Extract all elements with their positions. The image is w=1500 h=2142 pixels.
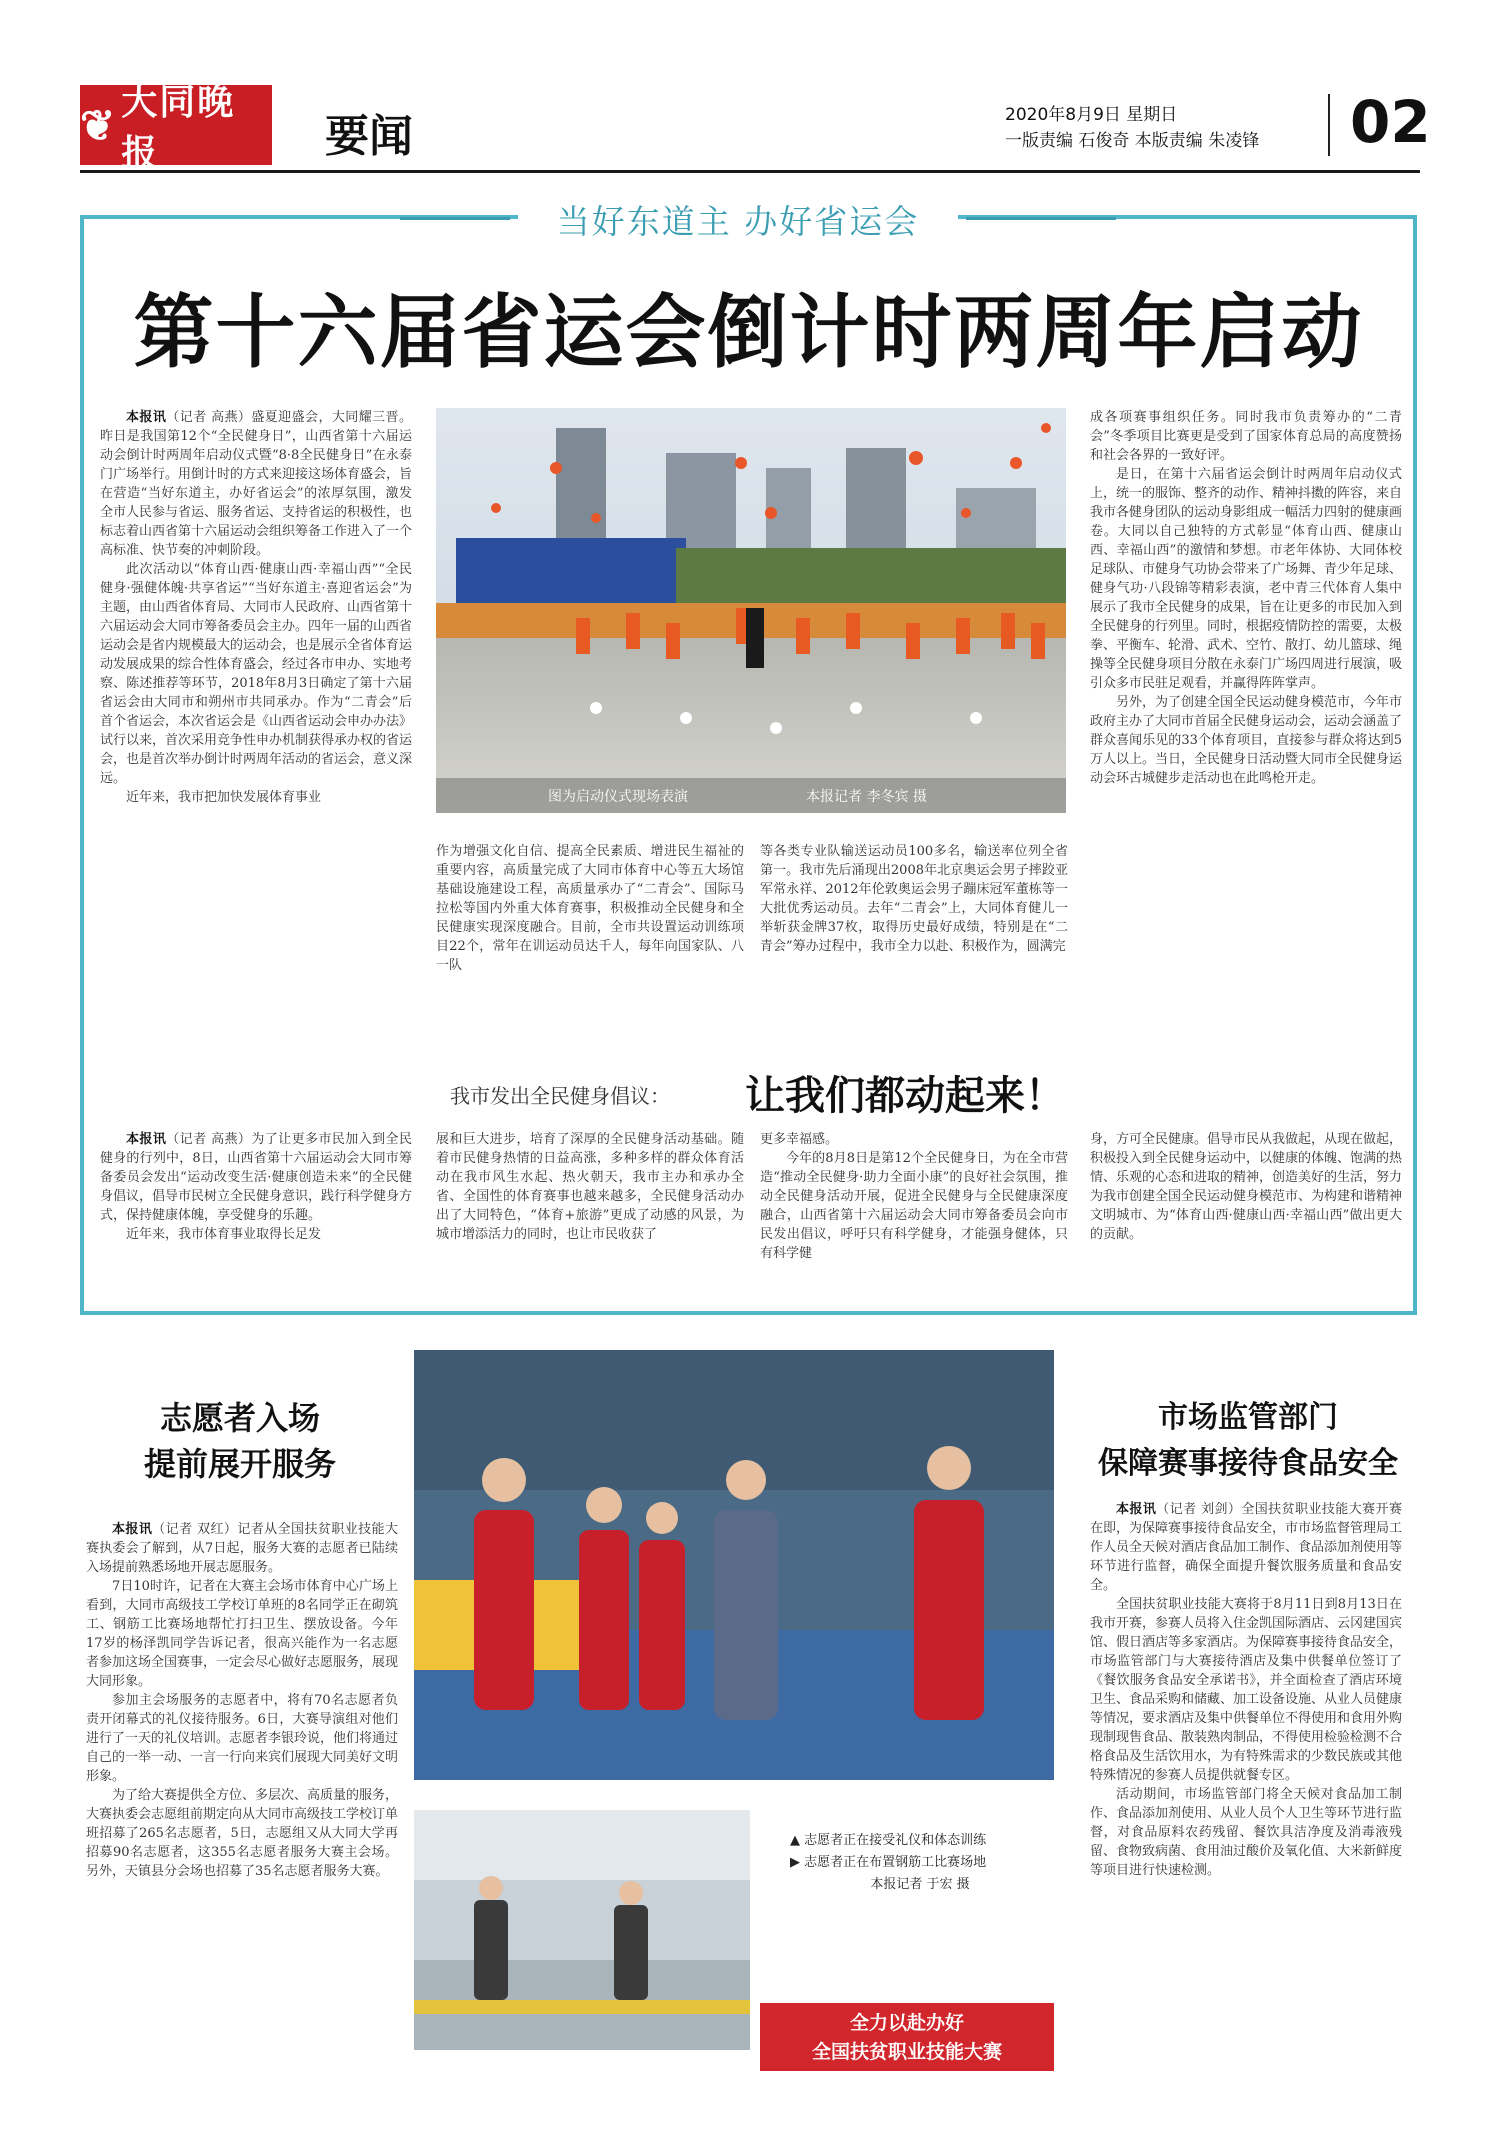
byline: 本报讯: [126, 1132, 167, 1147]
feature-column-4: [1090, 408, 1402, 1020]
masthead: [80, 81, 1431, 174]
feature-headline: 第十六届省运会倒计时两周年启动: [133, 286, 1364, 379]
paragraph: 近年来，我市把加快发展体育事业: [126, 790, 322, 805]
photo-caption: ▶ 志愿者正在布置钢筋工比赛场地: [790, 1855, 987, 1870]
logo-text: 大同晚报: [121, 81, 236, 174]
campaign-banner: [760, 2003, 1054, 2071]
paragraph: 更多幸福感。: [760, 1132, 839, 1147]
reporter: （记者 刘剑）: [1156, 1502, 1242, 1517]
photo-captions: [790, 1830, 1050, 1896]
byline: 本报讯: [126, 410, 167, 425]
paragraph: 参加主会场服务的志愿者中，将有70名志愿者负责开闭幕式的礼仪接待服务。6日，大赛导演组对他们进行了一天的礼仪培训。志愿者李银玲说，他们将通过自己的一举一动、一言一行向来宾们展现大同美好文明形象。: [86, 1693, 398, 1784]
editor-credits: 一版责编 石俊奇 本版责编 朱凌锋: [1005, 131, 1260, 151]
paragraph: 身，方可全民健康。倡导市民从我做起，从现在做起，积极投入到全民健身运动中，以健康的体魄、饱满的热情、乐观的心态和进取的精神，创造美好的生活，努力为我市创建全国全民运动健身模范市、为构建和谐精神文明城市、为“体育山西·健康山西·幸福山西”做出更大的贡献。: [1090, 1132, 1402, 1242]
volunteers-headline: [90, 1395, 390, 1487]
headline-line: 保障赛事接待食品安全: [1098, 1446, 1398, 1481]
headline-line: 提前展开服务: [143, 1445, 336, 1483]
photo-credit: 本报记者 李冬宾 摄: [806, 789, 927, 805]
initiative-kicker: 我市发出全民健身倡议：: [450, 1084, 670, 1108]
ceremony-photo: [436, 408, 1066, 813]
initiative-column-1: [100, 1130, 412, 1300]
market-headline: [1078, 1395, 1418, 1487]
feature-column-1: [100, 408, 412, 1020]
paragraph: 7日10时许，记者在大赛主会场市体育中心广场上看到，大同市高级技工学校订单班的8名同学正在砌筑工、钢筋工比赛场地帮忙打扫卫生、摆放设备。今年17岁的杨泽凯同学告诉记者，很高兴能作为一名志愿者参加这场全国赛事，一定会尽心做好志愿服务，展现大同形象。: [86, 1579, 398, 1689]
paragraph: 此次活动以“体育山西·健康山西·幸福山西”“全民健身·强健体魄·共享省运”“当好东道主·喜迎省运会”为主题，由山西省体育局、大同市人民政府、山西省第十六届运动会大同市筹备委员会主办。四年一届的山西省运动会是省内规模最大的运动会，也是展示全省体育运动发展成果的综合性体育盛会，经过各市申办、实地考察、陈述推荐等环节，2018年8月3日确定了第十六届省运会由大同市和朔州市共同承办。作为“二青会”后首个省运会，本次省运会是《山西省运动会申办办法》试行以来，首次采用竞争性申办机制获得承办权的省运会，也是首次举办倒计时两周年活动的省运会，意义深远。: [100, 562, 412, 786]
paragraph: 全国扶贫职业技能大赛开赛在即，为保障赛事接待食品安全，市市场监督管理局工作人员全天候对酒店食品加工制作、食品添加剂使用等环节进行监督，确保全面提升餐饮服务质量和食品安全。: [1090, 1502, 1402, 1593]
paragraph: 展和巨大进步，培育了深厚的全民健身活动基础。随着市民健身热情的日益高涨，多种多样的群众体育活动在我市风生水起、热火朝天，我市主办和承办全省、全国性的体育赛事也越来越多，全民健身活动办出了大同特色，“体育+旅游”更成了动感的风景，为城市增添活力的同时，也让市民收获了: [436, 1132, 744, 1242]
headline-line: 市场监管部门: [1158, 1400, 1338, 1435]
photo-credit: 本报记者 于宏 摄: [870, 1877, 970, 1892]
paragraph: 近年来，我市体育事业取得长足发: [126, 1227, 322, 1242]
byline: 本报讯: [1116, 1502, 1157, 1517]
feature-column-3: [760, 842, 1068, 1017]
headline-line: 志愿者入场: [159, 1399, 320, 1437]
volunteer-training-photo: [414, 1350, 1054, 1780]
newspaper-logo: [80, 81, 272, 174]
kicker-rule-right: [966, 217, 1116, 220]
paragraph: 为了给大赛提供全方位、多层次、高质量的服务，大赛执委会志愿组前期定向从大同市高级技工学校订单班招募了265名志愿者，5日，志愿组又从大同大学再招募90名志愿者，这355名志愿者服务大赛主会场。另外，天镇县分会场也招募了35名志愿者服务大赛。: [86, 1788, 398, 1879]
banner-line: 全国扶贫职业技能大赛: [811, 2041, 1002, 2063]
byline: 本报讯: [112, 1522, 153, 1537]
paragraph: 为了让更多市民加入到全民健身的行列中，8日，山西省第十六届运动会大同市筹备委员会发出“运动改变生活·健康创造未来”的全民健身倡议，倡导市民树立全民健身意识，践行科学健身方式，保持健康体魄，享受健身的乐趣。: [100, 1132, 412, 1223]
paragraph: 盛夏迎盛会，大同耀三晋。昨日是我国第12个“全民健身日”，山西省第十六届运动会倒计时两周年启动仪式暨“8·8全民健身日”在永泰门广场举行。用倒计时的方式来迎接这场体育盛会，旨在营造“当好东道主，办好省运会”的浓厚氛围，激发全市人民参与省运、服务省运、支持省运的积极性，也标志着山西省第十六届运动会组织筹备工作进入了一个高标准、快节奏的冲刺阶段。: [100, 410, 412, 558]
market-article: [1090, 1500, 1402, 2100]
ceremony-photo-image: [436, 408, 1066, 813]
issue-date: 2020年8月9日 星期日: [1005, 105, 1178, 125]
volunteers-article: [86, 1520, 398, 2080]
photo-caption: ▲ 志愿者正在接受礼仪和体态训练: [790, 1833, 987, 1848]
paragraph: 全国扶贫职业技能大赛将于8月11日到8月13日在我市开赛，参赛人员将入住金凯国际酒店、云冈建国宾馆、假日酒店等多家酒店。为保障赛事接待食品安全，市场监管部门与大赛接待酒店及集中供餐单位签订了《餐饮服务食品安全承诺书》，并全面检查了酒店环境卫生、食品采购和储藏、加工设备设施、从业人员健康等情况，要求酒店及集中供餐单位不得使用和食用外购现制现售食品、散装熟肉制品，不得使用检验检测不合格食品及生活饮用水，为有特殊需求的少数民族或其他特殊情况的参赛人员提供就餐专区。: [1090, 1597, 1402, 1783]
banner-line: 全力以赴办好: [849, 2012, 964, 2034]
venue-setup-photo: [414, 1810, 750, 2050]
venue-setup-image: [414, 1810, 750, 2050]
paragraph: 另外，为了创建全国全民运动健身模范市，今年市政府主办了大同市首届全民健身运动会，运动会涵盖了群众喜闻乐见的33个体育项目，直接参与群众将达到5万人以上。当日，全民健身日活动暨大同市全民健身运动会环古城健步走活动也在此鸣枪开走。: [1090, 695, 1402, 786]
reporter: （记者 高燕）: [166, 1132, 252, 1147]
paragraph: 今年的8月8日是第12个全民健身日，为在全市营造“推动全民健身·助力全面小康”的良好社会氛围，推动全民健身活动开展，促进全民健身与全民健康深度融合，山西省第十六届运动会大同市筹备委员会向市民发出倡议，呼吁只有科学健身，才能强身健体，只有科学健: [760, 1151, 1068, 1261]
paragraph: 活动期间，市场监管部门将全天候对食品加工制作、食品添加剂使用、从业人员个人卫生等环节进行监督，对食品原料农药残留、餐饮具洁净度及消毒液残留、食物致病菌、食用油过酸价及氧化值、大米新鲜度等项目进行快速检测。: [1090, 1787, 1402, 1878]
initiative-column-2: [436, 1130, 744, 1300]
section-name: 要闻: [325, 111, 413, 162]
paragraph: 作为增强文化自信、提高全民素质、增进民生福祉的重要内容，高质量完成了大同市体育中心等五大场馆基础设施建设工程，高质量承办了“二青会”、国际马拉松等国内外重大体育赛事，积极推动全民健身和全民健康实现深度融合。目前，全市共设置运动训练项目22个，常年在训运动员达千人，每年向国家队、八一队: [436, 844, 744, 973]
paragraph: 记者从全国扶贫职业技能大赛执委会了解到，从7日起，服务大赛的志愿者已陆续入场提前熟悉场地开展志愿服务。: [86, 1522, 398, 1575]
feature-kicker: 当好东道主 办好省运会: [518, 196, 958, 238]
kicker-rule-left: [400, 217, 510, 220]
photo-caption: 图为启动仪式现场表演: [548, 789, 688, 805]
initiative-column-4: [1090, 1130, 1402, 1300]
volunteer-training-image: [414, 1350, 1054, 1780]
feature-column-2: [436, 842, 744, 1017]
page-number: 02: [1350, 88, 1431, 156]
reporter: （记者 双红）: [152, 1522, 238, 1537]
initiative-column-3: [760, 1130, 1068, 1300]
reporter: （记者 高燕）: [166, 410, 252, 425]
logo-flame-icon: ❦: [80, 100, 118, 150]
paragraph: 等各类专业队输送运动员100多名，输送率位列全省第一。我市先后涌现出2008年北京奥运会男子摔跤亚军常永祥、2012年伦敦奥运会男子蹦床冠军董栋等一大批优秀运动员。去年“二青会”上，大同体育健儿一举斩获金牌37枚，取得历史最好成绩，特别是在“二青会”筹办过程中，我市全力以赴、积极作为，圆满完: [760, 844, 1068, 954]
paragraph: 成各项赛事组织任务。同时我市负责筹办的“二青会”冬季项目比赛更是受到了国家体育总局的高度赞扬和社会各界的一致好评。: [1090, 410, 1402, 463]
paragraph: 是日，在第十六届省运会倒计时两周年启动仪式上，统一的服饰、整齐的动作、精神抖擞的阵容，来自我市各健身团队的运动身影组成一幅活力四射的健康画卷。大同以自己独特的方式彰显“体育山西、健康山西、幸福山西”的激情和梦想。市老年体协、大同体校足球队、市健身气功协会带来了广场舞、青少年足球、健身气功·八段锦等精彩表演，老中青三代体育人集中展示了我市全民健身的成果，旨在让更多的市民加入到全民健身的行列里。同时，根据疫情防控的需要，太极拳、平衡车、轮滑、武术、空竹、散打、幼儿篮球、绳操等全民健身项目分散在永泰门广场四周进行展演，吸引众多市民驻足观看，并赢得阵阵掌声。: [1090, 467, 1402, 691]
page-number-divider: [1328, 94, 1330, 156]
initiative-title: 让我们都动起来！: [745, 1073, 1065, 1119]
